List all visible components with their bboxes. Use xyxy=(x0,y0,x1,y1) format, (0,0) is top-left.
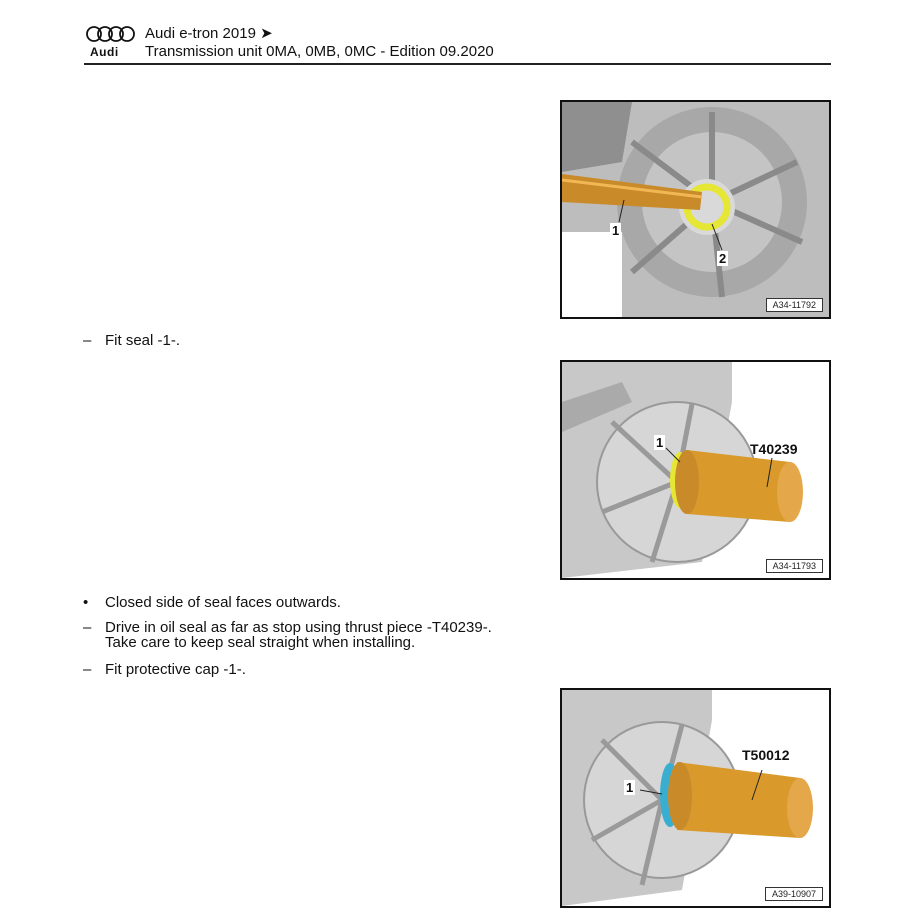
transmission-illustration xyxy=(562,690,829,906)
figure-code: A34-11793 xyxy=(766,559,823,573)
step-fit-seal: Fit seal -1-. xyxy=(105,332,181,349)
tool-label: T50012 xyxy=(742,747,790,763)
step-marker: – xyxy=(83,619,92,636)
step-drive-in-seal: Drive in oil seal as far as stop using thrust piece -T40239-. xyxy=(105,619,492,636)
figure-code: A39-10907 xyxy=(765,887,823,901)
note-bullet: • xyxy=(83,594,89,611)
step-fit-cap: Fit protective cap -1-. xyxy=(105,661,246,678)
step-marker: – xyxy=(83,661,92,678)
note-closed-side: Closed side of seal faces outwards. xyxy=(105,594,341,611)
audi-rings-icon xyxy=(86,25,136,43)
brand-name: Audi xyxy=(90,45,119,59)
step-marker: – xyxy=(83,332,92,349)
manual-title[interactable]: Audi e-tron 2019 ➤ xyxy=(145,25,273,42)
callout-1: 1 xyxy=(656,435,664,450)
audi-logo xyxy=(84,22,136,62)
figure-cap-install xyxy=(560,688,831,908)
callout-1: 1 xyxy=(612,223,620,238)
callout-2: 2 xyxy=(719,251,727,266)
callout-1: 1 xyxy=(626,780,634,795)
transmission-illustration xyxy=(562,102,829,317)
document-header xyxy=(84,22,831,64)
figure-seal-install xyxy=(560,360,831,580)
transmission-illustration xyxy=(562,362,829,578)
step-drive-in-seal-cont: Take care to keep seal straight when installing. xyxy=(105,634,416,651)
manual-subtitle: Transmission unit 0MA, 0MB, 0MC - Edition 09.2020 xyxy=(145,43,494,60)
figure-code: A34-11792 xyxy=(766,298,823,312)
header-divider xyxy=(84,63,831,65)
figure-seal-removal xyxy=(560,100,831,319)
tool-label: T40239 xyxy=(750,441,798,457)
